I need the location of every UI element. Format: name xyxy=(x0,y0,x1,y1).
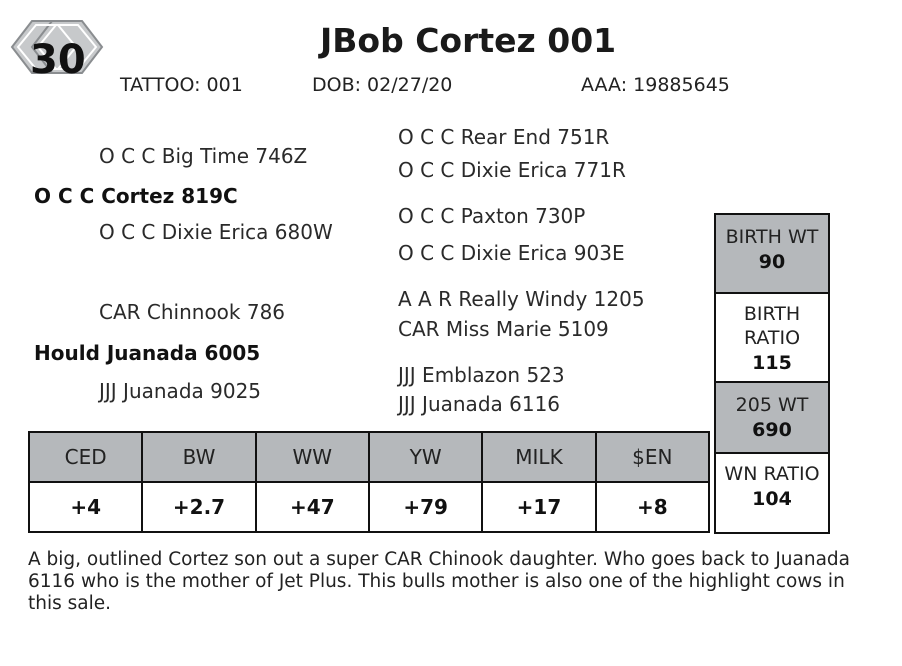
epd-value-ww: +47 xyxy=(256,482,369,532)
lot-badge xyxy=(6,14,108,83)
epd-header-yw: YW xyxy=(369,432,482,482)
birth-ratio-label-1: BIRTH xyxy=(743,303,801,325)
birth-ratio-value: 115 xyxy=(752,352,792,374)
weight-205-box xyxy=(714,381,830,454)
epd-header-milk: MILK xyxy=(482,432,595,482)
epd-header-ww: WW xyxy=(256,432,369,482)
birth-weight-value: 90 xyxy=(758,251,786,273)
epd-value-bw: +2.7 xyxy=(142,482,255,532)
epd-value-milk: +17 xyxy=(482,482,595,532)
sire-sire: O C C Big Time 746Z xyxy=(99,144,308,168)
sire-dam-sire: O C C Paxton 730P xyxy=(398,204,586,228)
epd-value-ced: +4 xyxy=(29,482,142,532)
animal-name-title: JBob Cortez 001 xyxy=(320,21,617,60)
epd-header-bw: BW xyxy=(142,432,255,482)
weight-205-value: 690 xyxy=(752,419,792,441)
dam-sire-sire: A A R Really Windy 1205 xyxy=(398,287,645,311)
lot-number: 30 xyxy=(30,37,86,83)
sire-dam-dam: O C C Dixie Erica 903E xyxy=(398,241,625,265)
dob: DOB: 02/27/20 xyxy=(312,74,453,96)
weaning-ratio-label: WN RATIO xyxy=(724,463,820,485)
description: A big, outlined Cortez son out a super CAR Chinook daughter. Who goes back to Juanada 6116 who is the mother of Jet Plus. This bulls mother is also one of the highlight cows in this sale. xyxy=(28,549,850,614)
birth-weight-box xyxy=(714,213,830,294)
birth-weight-label: BIRTH WT xyxy=(725,226,819,248)
epd-header-row xyxy=(29,432,709,482)
epd-value-en: +8 xyxy=(596,482,709,532)
weaning-ratio-box xyxy=(714,452,830,534)
sire-sire-dam: O C C Dixie Erica 771R xyxy=(398,158,626,182)
sire-sire-sire: O C C Rear End 751R xyxy=(398,125,610,149)
dam: Hould Juanada 6005 xyxy=(34,341,261,365)
tattoo: TATTOO: 001 xyxy=(120,74,243,96)
dam-sire-dam: CAR Miss Marie 5109 xyxy=(398,317,609,341)
sire: O C C Cortez 819C xyxy=(34,184,238,208)
epd-header-ced: CED xyxy=(29,432,142,482)
dam-dam-sire: JJJ Emblazon 523 xyxy=(398,363,565,387)
sire-dam: O C C Dixie Erica 680W xyxy=(99,220,333,244)
dam-sire: CAR Chinnook 786 xyxy=(99,300,286,324)
epd-value-yw: +79 xyxy=(369,482,482,532)
epd-table xyxy=(28,431,710,533)
birth-ratio-box xyxy=(714,292,830,383)
dam-dam: JJJ Juanada 9025 xyxy=(99,379,262,403)
epd-value-row xyxy=(29,482,709,532)
weaning-ratio-value: 104 xyxy=(752,488,792,510)
dam-dam-dam: JJJ Juanada 6116 xyxy=(398,392,561,416)
birth-ratio-label-2: RATIO xyxy=(743,327,801,349)
weight-205-label: 205 WT xyxy=(735,394,809,416)
registration-number: AAA: 19885645 xyxy=(581,74,730,96)
epd-header-en: $EN xyxy=(596,432,709,482)
